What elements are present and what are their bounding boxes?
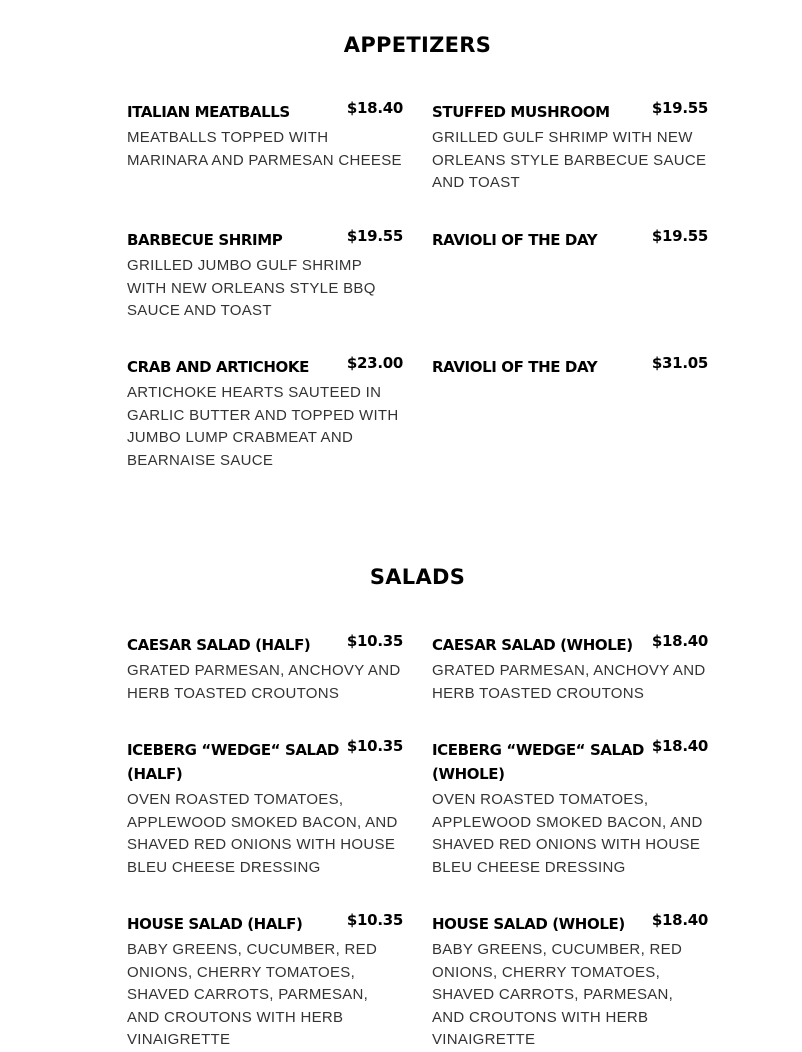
menu-item-caesar-salad-whole xyxy=(432,633,708,705)
menu-item-crab-and-artichoke xyxy=(127,355,403,472)
salads-heading: SALADS xyxy=(369,565,466,589)
item-description: OVEN ROASTED TOMATOES, APPLEWOOD SMOKED BACON, AND SHAVED RED ONIONS WITH HOUSE BLEU CHEESE DRESSING xyxy=(432,791,703,876)
item-description: GRATED PARMESAN, ANCHOVY AND HERB TOASTED CROUTONS xyxy=(127,662,401,702)
menu-item-ravioli-of-the-day-2 xyxy=(432,355,708,379)
item-price: $18.40 xyxy=(651,632,708,650)
item-header xyxy=(432,355,708,379)
item-price: $31.05 xyxy=(651,354,708,372)
item-header xyxy=(127,355,403,379)
item-description: ARTICHOKE HEARTS SAUTEED IN GARLIC BUTTER AND TOPPED WITH JUMBO LUMP CRABMEAT AND BEARNAISE SAUCE xyxy=(127,384,399,469)
item-description: BABY GREENS, CUCUMBER, RED ONIONS, CHERRY TOMATOES, SHAVED CARROTS, PARMESAN, AND CROUTONS WITH HERB VINAIGRETTE xyxy=(127,941,378,1048)
appetizers-heading: APPETIZERS xyxy=(343,33,492,57)
menu-item-iceberg-wedge-half xyxy=(127,738,403,879)
item-description: BABY GREENS, CUCUMBER, RED ONIONS, CHERRY TOMATOES, SHAVED CARROTS, PARMESAN, AND CROUTONS WITH HERB VINAIGRETTE xyxy=(432,941,683,1048)
item-description: OVEN ROASTED TOMATOES, APPLEWOOD SMOKED BACON, AND SHAVED RED ONIONS WITH HOUSE BLEU CHEESE DRESSING xyxy=(127,791,398,876)
item-header xyxy=(432,738,708,786)
item-header xyxy=(432,100,708,124)
item-header xyxy=(432,228,708,252)
item-header xyxy=(127,633,403,657)
item-name: ICEBERG “WEDGE“ SALAD (WHOLE) xyxy=(432,741,644,783)
item-header xyxy=(432,912,708,936)
item-header xyxy=(127,228,403,252)
item-price: $18.40 xyxy=(651,737,708,755)
item-price: $10.35 xyxy=(346,632,403,650)
menu-item-iceberg-wedge-whole xyxy=(432,738,708,879)
item-price: $19.55 xyxy=(346,227,403,245)
item-description: GRILLED JUMBO GULF SHRIMP WITH NEW ORLEANS STYLE BBQ SAUCE AND TOAST xyxy=(127,257,376,319)
item-name: ITALIAN MEATBALLS xyxy=(127,103,290,121)
item-price: $18.40 xyxy=(346,99,403,117)
item-header xyxy=(127,738,403,786)
item-name: RAVIOLI OF THE DAY xyxy=(432,231,598,249)
item-price: $18.40 xyxy=(651,911,708,929)
item-name: HOUSE SALAD (WHOLE) xyxy=(432,915,625,933)
menu-item-caesar-salad-half xyxy=(127,633,403,705)
item-description: GRILLED GULF SHRIMP WITH NEW ORLEANS STYLE BARBECUE SAUCE AND TOAST xyxy=(432,129,707,191)
item-name: CAESAR SALAD (WHOLE) xyxy=(432,636,633,654)
item-name: RAVIOLI OF THE DAY xyxy=(432,358,598,376)
item-description: GRATED PARMESAN, ANCHOVY AND HERB TOASTED CROUTONS xyxy=(432,662,706,702)
menu-item-italian-meatballs xyxy=(127,100,403,172)
item-price: $19.55 xyxy=(651,99,708,117)
item-name: CRAB AND ARTICHOKE xyxy=(127,358,309,376)
item-name: CAESAR SALAD (HALF) xyxy=(127,636,311,654)
item-price: $10.35 xyxy=(346,911,403,929)
item-name: BARBECUE SHRIMP xyxy=(127,231,283,249)
item-name: STUFFED MUSHROOM xyxy=(432,103,610,121)
item-header xyxy=(432,633,708,657)
item-name: ICEBERG “WEDGE“ SALAD (HALF) xyxy=(127,741,339,783)
menu-item-house-salad-half xyxy=(127,912,403,1052)
menu-item-barbecue-shrimp xyxy=(127,228,403,323)
item-header xyxy=(127,912,403,936)
menu-item-stuffed-mushroom xyxy=(432,100,708,195)
item-header xyxy=(127,100,403,124)
item-price: $10.35 xyxy=(346,737,403,755)
item-price: $23.00 xyxy=(346,354,403,372)
item-price: $19.55 xyxy=(651,227,708,245)
menu-item-house-salad-whole xyxy=(432,912,708,1052)
item-description: MEATBALLS TOPPED WITH MARINARA AND PARMESAN CHEESE xyxy=(127,129,402,169)
menu-item-ravioli-of-the-day xyxy=(432,228,708,252)
item-name: HOUSE SALAD (HALF) xyxy=(127,915,303,933)
